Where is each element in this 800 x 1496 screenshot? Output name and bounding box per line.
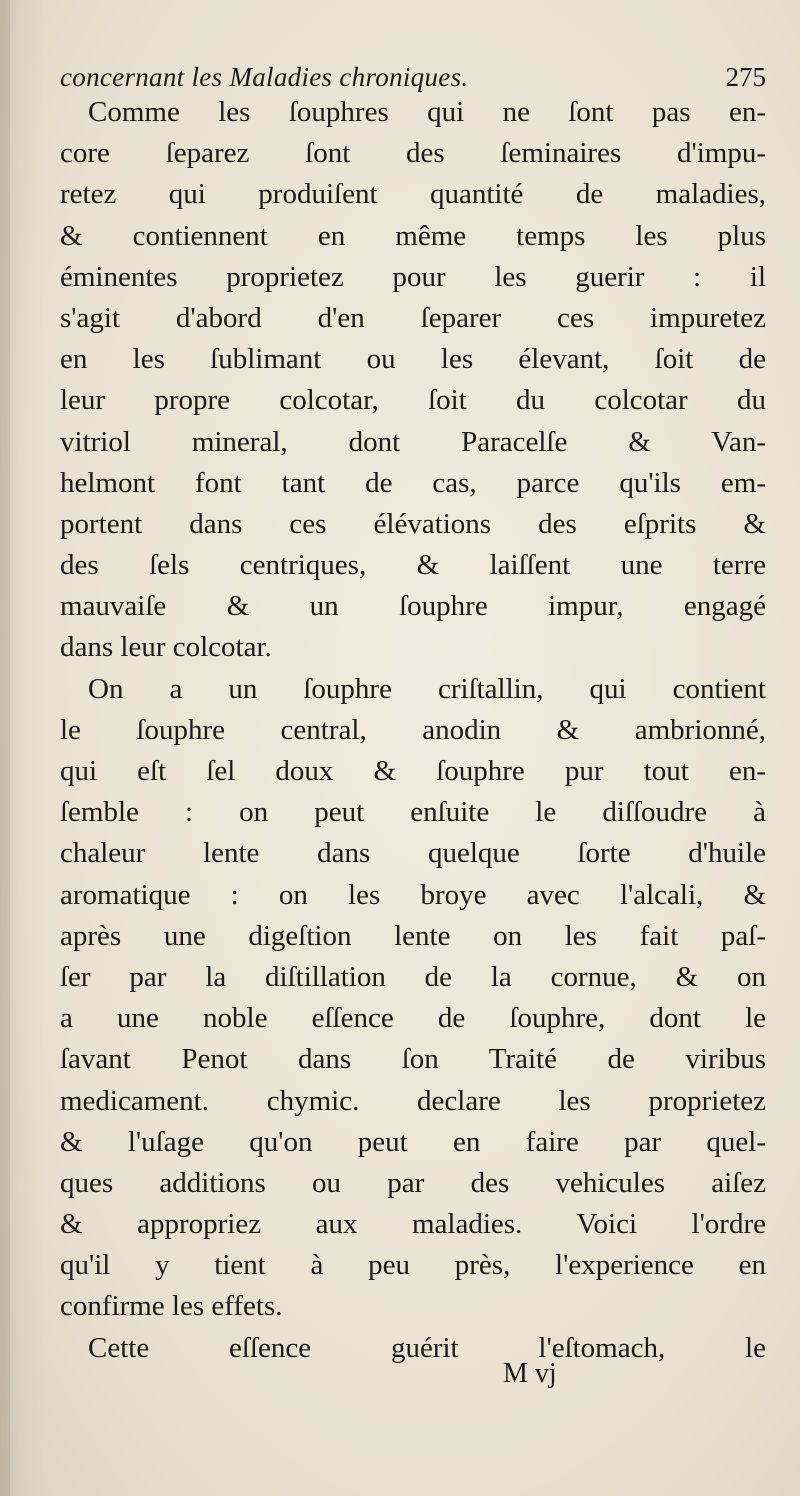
text-line: portent dans ces élévations des eſprits & bbox=[60, 507, 766, 540]
text-line: ques additions ou par des vehicules aiſez bbox=[60, 1166, 766, 1199]
text-line: On a un ſouphre criſtallin, qui contient bbox=[88, 672, 766, 705]
text-line: Comme les ſouphres qui ne ſont pas en- bbox=[88, 96, 766, 128]
text-line: ſer par la diſtillation de la cornue, & on bbox=[60, 960, 766, 993]
text-line: Cette eſſence guérit l'eſtomach, le bbox=[88, 1331, 766, 1364]
body-text bbox=[60, 92, 766, 1369]
running-head: concernant les Maladies chroniques. bbox=[60, 62, 469, 92]
text-line: ſavant Penot dans ſon Traité de viribus bbox=[60, 1043, 766, 1076]
text-line: confirme les effets. bbox=[60, 1290, 283, 1323]
text-line: helmont font tant de cas, parce qu'ils em- bbox=[60, 466, 766, 499]
text-line: qui eſt ſel doux & ſouphre pur tout en- bbox=[60, 755, 766, 787]
text-line: mauvaiſe & un ſouphre impur, engagé bbox=[60, 590, 766, 623]
text-line: aromatique : on les broye avec l'alcali, & bbox=[60, 878, 766, 911]
text-line: chaleur lente dans quelque ſorte d'huile bbox=[60, 837, 766, 870]
text-line: dans leur colcotar. bbox=[60, 631, 272, 664]
text-line: qu'il y tient à peu près, l'experience en bbox=[60, 1249, 766, 1282]
text-line: vitriol mineral, dont Paracelſe & Van- bbox=[60, 425, 766, 458]
text-line: le ſouphre central, anodin & ambrionné, bbox=[60, 713, 766, 746]
text-line: ſemble : on peut enſuite le diſſoudre à bbox=[60, 796, 766, 829]
text-line: des ſels centriques, & laiſſent une terre bbox=[60, 549, 766, 582]
text-line: après une digeſtion lente on les fait paſ- bbox=[60, 919, 766, 952]
text-line: & appropriez aux maladies. Voici l'ordre bbox=[60, 1208, 766, 1241]
gutter-shadow bbox=[0, 0, 10, 1496]
text-line: & l'uſage qu'on peut en faire par quel- bbox=[60, 1125, 766, 1158]
text-line: s'agit d'abord d'en ſeparer ces impuretez bbox=[60, 301, 766, 334]
text-line: core ſeparez ſont des ſeminaires d'impu- bbox=[60, 137, 766, 170]
text-line: éminentes proprietez pour les guerir : il bbox=[60, 260, 766, 293]
text-line: medicament. chymic. declare les proprietez bbox=[60, 1084, 766, 1117]
text-line: retez qui produiſent quantité de maladies, bbox=[60, 178, 766, 211]
text-line: a une noble eſſence de ſouphre, dont le bbox=[60, 1002, 766, 1035]
text-line: en les ſublimant ou les élevant, ſoit de bbox=[60, 343, 766, 376]
page-number: 275 bbox=[725, 62, 766, 92]
text-line: leur propre colcotar, ſoit du colcotar du bbox=[60, 384, 766, 417]
text-line: & contiennent en même temps les plus bbox=[60, 219, 766, 252]
catchword: M vj bbox=[503, 1358, 557, 1389]
